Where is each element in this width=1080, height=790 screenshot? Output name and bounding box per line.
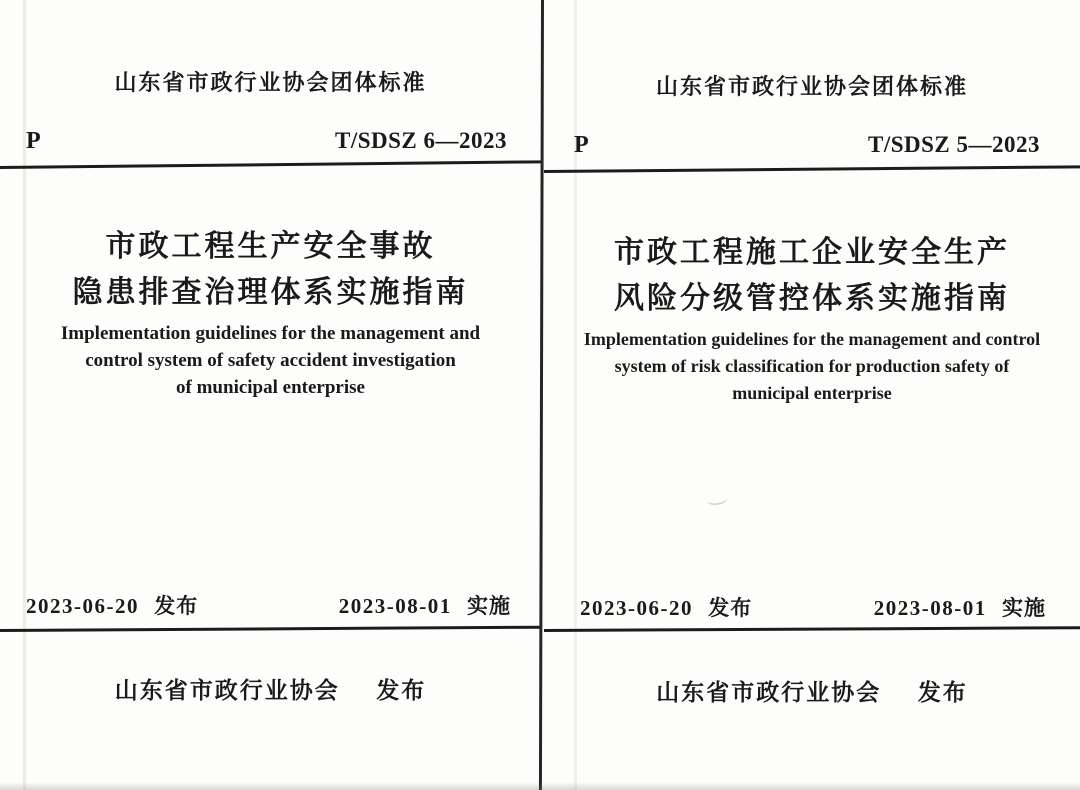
- issue-date: 2023-06-20: [580, 596, 693, 620]
- title-chinese-line2: 风险分级管控体系实施指南: [614, 282, 1010, 315]
- publisher-line: [544, 674, 1080, 707]
- standard-cover-right: [544, 0, 1080, 790]
- classification-code: P: [26, 128, 41, 154]
- footer-rule: [544, 626, 1080, 632]
- publisher-label: 发布: [917, 679, 968, 705]
- title-chinese-line2: 隐患排查治理体系实施指南: [72, 276, 469, 309]
- title-english: [0, 320, 541, 401]
- dates-row: [580, 592, 1046, 622]
- implement-date: 2023-08-01: [338, 594, 452, 618]
- title-chinese: [0, 224, 541, 316]
- footer-rule: [0, 626, 541, 632]
- implement-date-label: 实施: [467, 595, 511, 618]
- header-rule: [544, 165, 1080, 173]
- implement-date-group: [874, 592, 1046, 622]
- publisher-name: 山东省市政行业协会: [656, 679, 882, 705]
- issue-date-group: [580, 592, 752, 622]
- title-english-line2: system of risk classification for production safety of: [614, 356, 1010, 376]
- dates-row: [26, 590, 511, 620]
- title-chinese-line1: 市政工程生产安全事故: [105, 230, 436, 263]
- standard-number: T/SDSZ 5—2023: [867, 132, 1040, 157]
- association-standard-header: 山东省市政行业协会团体标准: [114, 70, 427, 95]
- standard-number: T/SDSZ 6—2023: [334, 128, 507, 153]
- issue-date-label: 发布: [154, 595, 199, 618]
- classification-code: P: [574, 132, 589, 158]
- title-english-line1: Implementation guidelines for the management and: [60, 323, 481, 344]
- implement-date: 2023-08-01: [873, 596, 987, 620]
- classification-row: [574, 132, 1040, 159]
- publisher-name: 山东省市政行业协会: [114, 677, 340, 703]
- issue-date: 2023-06-20: [26, 594, 139, 618]
- title-chinese-line1: 市政工程施工企业安全生产: [614, 236, 1010, 269]
- header-rule: [0, 160, 541, 169]
- title-english-line1: Implementation guidelines for the management and control: [583, 329, 1041, 349]
- title-english-line3: municipal enterprise: [732, 383, 892, 403]
- implement-date-group: [339, 590, 511, 620]
- publisher-line: [0, 672, 541, 705]
- title-english: [544, 326, 1080, 407]
- title-chinese: [544, 230, 1080, 322]
- classification-row: [26, 128, 507, 155]
- publisher-label: 发布: [376, 677, 427, 703]
- title-english-line2: control system of safety accident investigation: [85, 350, 456, 371]
- title-english-line3: of municipal enterprise: [176, 377, 365, 398]
- issue-date-label: 发布: [708, 597, 753, 620]
- association-standard-header: 山东省市政行业协会团体标准: [655, 74, 968, 99]
- implement-date-label: 实施: [1002, 597, 1046, 620]
- scan-artifact: [706, 493, 727, 507]
- issue-date-group: [26, 590, 198, 620]
